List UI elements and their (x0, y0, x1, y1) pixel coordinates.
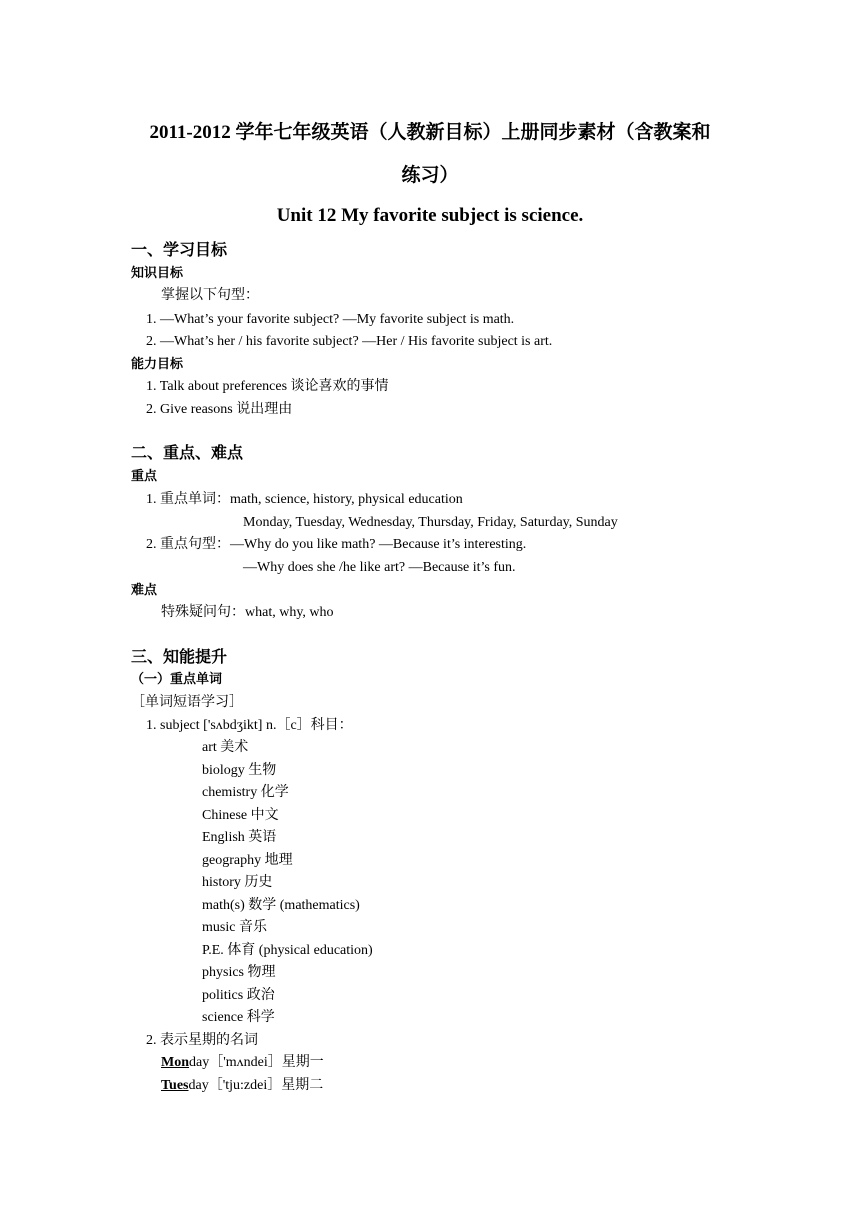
master-patterns-text: 掌握以下句型： (161, 288, 259, 303)
subject-item: history 历史 (202, 875, 273, 890)
key-patterns-2: —Why does she /he like art? —Because it’s fun. (243, 560, 516, 575)
subject-item: politics 政治 (202, 988, 275, 1003)
subject-item: Chinese 中文 (202, 808, 279, 823)
subject-entry: 1. subject ['sʌbdʒikt] n.［c］科目： (146, 718, 353, 733)
doc-title-line1: 2011-2012 学年七年级英语（人教新目标）上册同步素材（含教案和 (149, 122, 711, 143)
subject-item: biology 生物 (202, 763, 277, 778)
subject-item: P.E. 体育 (physical education) (202, 943, 373, 958)
difficult-point: 特殊疑问句：what, why, who (161, 605, 334, 620)
section-heading-goals: 一、学习目标 (131, 240, 228, 259)
subheading-ability-goal: 能力目标 (131, 357, 184, 372)
weekday-monday (161, 1054, 324, 1072)
tuesday-bold: Tues (161, 1078, 189, 1093)
weekday-tuesday (161, 1077, 323, 1095)
key-words-weekdays: Monday, Tuesday, Wednesday, Thursday, Friday, Saturday, Sunday (243, 515, 618, 530)
subject-item: science 科学 (202, 1010, 275, 1025)
subheading-difficult: 难点 (131, 583, 158, 598)
subject-item: English 英语 (202, 830, 277, 845)
subject-item: math(s) 数学 (mathematics) (202, 898, 360, 913)
ability-1: 1. Talk about preferences 谈论喜欢的事情 (146, 379, 389, 394)
vocab-study-label: ［单词短语学习］ (131, 695, 243, 710)
tuesday-rest: day［'tju:zdei］星期二 (188, 1078, 324, 1093)
weekday-entry: 2. 表示星期的名词 (146, 1033, 258, 1048)
section-heading-improve: 三、知能提升 (131, 647, 228, 666)
subheading-knowledge-goal: 知识目标 (131, 266, 184, 281)
subject-item: art 美术 (202, 740, 249, 755)
unit-title: Unit 12 My favorite subject is science. (276, 205, 584, 226)
pattern-2: 2. —What’s her / his favorite subject? —Her / His favorite subject is art. (146, 334, 553, 349)
section-heading-key-difficult: 二、重点、难点 (131, 443, 244, 462)
subject-item: chemistry 化学 (202, 785, 289, 800)
subject-item: geography 地理 (202, 853, 293, 868)
subheading-key-points: 重点 (131, 469, 158, 484)
subject-item: physics 物理 (202, 965, 276, 980)
pattern-1: 1. —What’s your favorite subject? —My favorite subject is math. (146, 312, 515, 327)
subject-item: music 音乐 (202, 920, 267, 935)
key-words: 1. 重点单词：math, science, history, physical education (146, 492, 463, 507)
subheading-key-vocab: （一）重点单词 (131, 672, 223, 687)
doc-title-line2: 练习） (401, 165, 459, 186)
monday-bold: Mon (161, 1055, 189, 1070)
ability-2: 2. Give reasons 说出理由 (146, 402, 293, 417)
monday-rest: day［'mʌndei］星期一 (189, 1055, 324, 1070)
key-patterns: 2. 重点句型：—Why do you like math? —Because it’s interesting. (146, 537, 527, 552)
